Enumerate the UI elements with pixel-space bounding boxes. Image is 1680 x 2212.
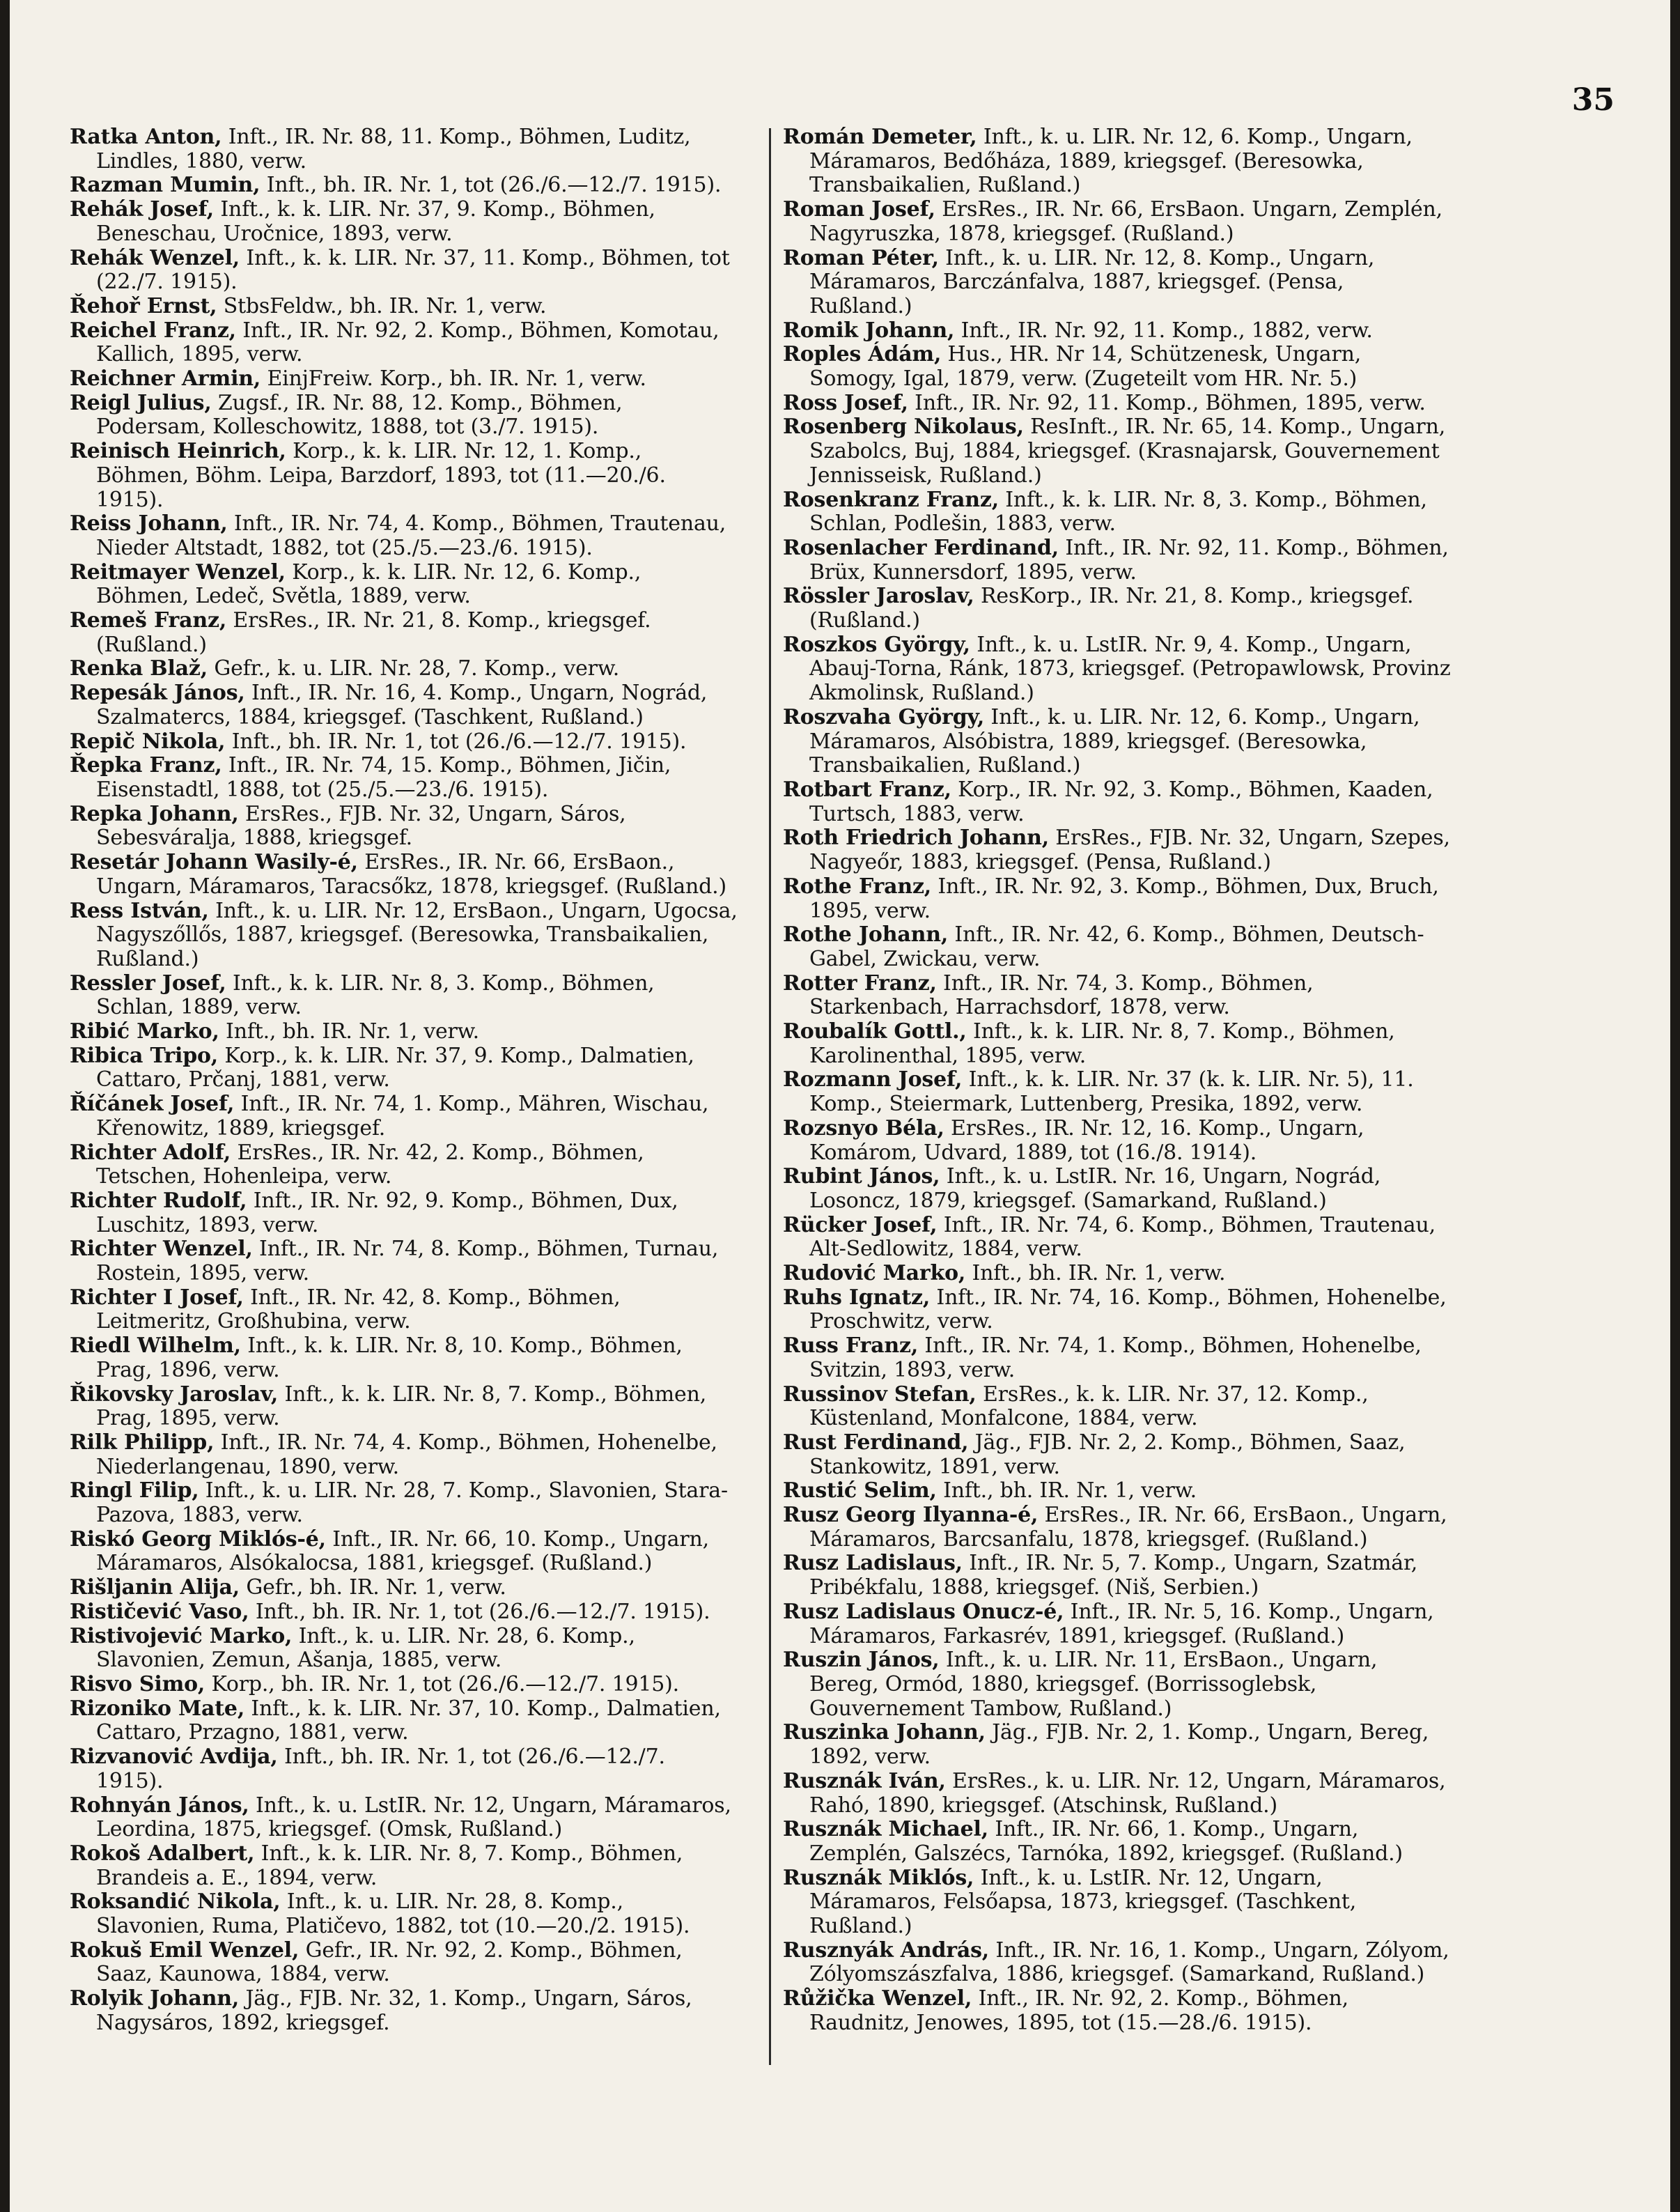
entry-details: Inft., IR. Nr. 16, 1. Komp., Ungarn, Zólyom, Zólyomszászfalva, 1886, kriegsgef. (Samarkand, Rußland.) <box>809 1938 1449 1987</box>
list-item <box>783 778 1452 826</box>
list-item <box>70 1528 738 1576</box>
entry-details: Inft., k. u. LIR. Nr. 12, 6. Komp., Ungarn, Máramaros, Bedőháza, 1889, kriegsgef. (Beresowka, Transbaikalien, Rußland.) <box>809 125 1413 198</box>
entry-name: Rustić Selim, <box>783 1478 937 1503</box>
entry-details: Inft., IR. Nr. 42, 6. Komp., Böhmen, Deutsch-Gabel, Zwickau, verw. <box>809 922 1424 971</box>
entry-name: Russinov Stefan, <box>783 1382 977 1407</box>
list-item <box>70 295 738 319</box>
entry-name: Roman Péter, <box>783 245 939 270</box>
list-item <box>783 1479 1452 1503</box>
entry-details: Inft., IR. Nr. 74, 1. Komp., Böhmen, Hohenelbe, Svitzin, 1893, verw. <box>809 1333 1422 1382</box>
list-item <box>783 875 1452 923</box>
entry-name: Repesák János, <box>70 681 245 706</box>
list-item <box>70 754 738 802</box>
entry-name: Rističević Vaso, <box>70 1599 249 1624</box>
list-item <box>783 343 1452 391</box>
column-divider <box>769 128 771 2065</box>
entry-details: Inft., k. k. LIR. Nr. 8, 10. Komp., Böhmen, Prag, 1896, verw. <box>96 1333 683 1382</box>
entry-name: Rozsnyo Béla, <box>783 1115 944 1140</box>
entry-details: Inft., k. k. LIR. Nr. 8, 7. Komp., Böhmen, Karolinenthal, 1895, verw. <box>809 1019 1395 1068</box>
list-item <box>70 851 738 899</box>
entry-details: ErsRes., FJB. Nr. 32, Ungarn, Sáros, Sebesváralja, 1888, kriegsgef. <box>96 801 626 851</box>
entry-details: ErsRes., IR. Nr. 66, ErsBaon. Ungarn, Zemplén, Nagyruszka, 1878, kriegsgef. (Rußland.) <box>809 197 1443 246</box>
entry-name: Riedl Wilhelm, <box>70 1333 241 1359</box>
entry-name: Richter Rudolf, <box>70 1188 247 1213</box>
entry-details: Korp., k. k. LIR. Nr. 37, 9. Komp., Dalmatien, Cattaro, Prčanj, 1881, verw. <box>96 1043 694 1092</box>
entry-name: Rössler Jaroslav, <box>783 584 974 609</box>
entry-details: Jäg., FJB. Nr. 2, 1. Komp., Ungarn, Bereg, 1892, verw. <box>809 1720 1429 1770</box>
entry-details: Inft., k. u. LstIR. Nr. 16, Ungarn, Nográd, Losoncz, 1879, kriegsgef. (Samarkand, Rußland.) <box>809 1164 1381 1213</box>
page-number: 35 <box>1571 82 1615 118</box>
list-item <box>70 609 738 657</box>
entry-details: Inft., IR. Nr. 88, 11. Komp., Böhmen, Luditz, Lindles, 1880, verw. <box>96 125 691 173</box>
list-item <box>70 561 738 609</box>
entry-details: Inft., bh. IR. Nr. 1, verw. <box>219 1019 479 1044</box>
entry-details: Inft., k. u. LIR. Nr. 28, 8. Komp., Slavonien, Ruma, Platičevo, 1882, tot (10.—20./2. 1915). <box>96 1889 690 1939</box>
entry-details: Inft., IR. Nr. 92, 11. Komp., Böhmen, 1895, verw. <box>908 390 1426 415</box>
entry-details: Inft., IR. Nr. 74, 6. Komp., Böhmen, Trautenau, Alt-Sedlowitz, 1884, verw. <box>809 1212 1436 1262</box>
list-item <box>783 923 1452 971</box>
entry-details: ErsRes., IR. Nr. 12, 16. Komp., Ungarn, Komárom, Udvard, 1889, tot (16./8. 1914). <box>809 1115 1364 1165</box>
entry-details: Inft., IR. Nr. 5, 16. Komp., Ungarn, Máramaros, Farkasrév, 1891, kriegsgef. (Rußland.) <box>809 1599 1434 1648</box>
list-item <box>70 1092 738 1140</box>
entry-details: Inft., IR. Nr. 74, 3. Komp., Böhmen, Starkenbach, Harrachsdorf, 1878, verw. <box>809 970 1314 1020</box>
list-item <box>70 1141 738 1189</box>
entry-details: Inft., IR. Nr. 92, 11. Komp., Böhmen, Brüx, Kunnersdorf, 1895, verw. <box>809 535 1449 585</box>
entry-details: EinjFreiw. Korp., bh. IR. Nr. 1, verw. <box>260 366 646 392</box>
list-item <box>783 1165 1452 1213</box>
entry-details: StbsFeldw., bh. IR. Nr. 1, verw. <box>217 293 547 318</box>
list-item <box>70 440 738 512</box>
entry-name: Roszvaha György, <box>783 704 985 729</box>
entry-details: Gefr., k. u. LIR. Nr. 28, 7. Komp., verw. <box>207 656 620 681</box>
list-item <box>783 633 1452 706</box>
list-item <box>70 1479 738 1527</box>
entry-details: Inft., IR. Nr. 74, 16. Komp., Böhmen, Hohenelbe, Proschwitz, verw. <box>809 1285 1447 1334</box>
right-column <box>783 125 1452 2036</box>
entry-details: ResInft., IR. Nr. 65, 14. Komp., Ungarn, Szabolcs, Buj, 1884, kriegsgef. (Krasnajarsk, Gouvernement Jennisseisk, Rußland.) <box>809 415 1446 488</box>
list-item <box>70 1600 738 1625</box>
entry-name: Rosenkranz Franz, <box>783 487 999 512</box>
entry-name: Ress István, <box>70 898 209 923</box>
entry-details: Inft., IR. Nr. 66, 1. Komp., Ungarn, Zemplén, Galszécs, Tarnóka, 1892, kriegsgef. (Rußland.) <box>809 1817 1403 1866</box>
entry-details: Inft., IR. Nr. 74, 8. Komp., Böhmen, Turnau, Rostein, 1895, verw. <box>96 1237 719 1286</box>
entry-details: Inft., k. k. LIR. Nr. 37 (k. k. LIR. Nr. 5), 11. Komp., Steiermark, Luttenberg, Presika, 1892, verw. <box>809 1067 1414 1117</box>
entry-details: Inft., k. k. LIR. Nr. 37, 9. Komp., Böhmen, Beneschau, Uročnice, 1893, verw. <box>96 197 655 246</box>
entry-name: Repič Nikola, <box>70 729 226 754</box>
entry-name: Rusz Georg Ilyanna-é, <box>783 1503 1039 1528</box>
entry-name: Rusz Ladislaus, <box>783 1551 963 1576</box>
list-item <box>70 1890 738 1938</box>
list-item <box>783 1503 1452 1552</box>
entry-name: Ross Josef, <box>783 390 908 415</box>
list-item <box>783 198 1452 246</box>
entry-details: Inft., IR. Nr. 42, 8. Komp., Böhmen, Leitmeritz, Großhubina, verw. <box>96 1285 621 1334</box>
entry-details: Inft., k. k. LIR. Nr. 8, 7. Komp., Böhmen, Brandeis a. E., 1894, verw. <box>96 1841 683 1890</box>
entry-name: Rusznák Michael, <box>783 1817 988 1842</box>
entry-details: Inft., k. k. LIR. Nr. 8, 3. Komp., Böhmen, Schlan, Podlešin, 1883, verw. <box>809 487 1427 536</box>
entry-name: Remeš Franz, <box>70 608 227 633</box>
list-item <box>783 1431 1452 1479</box>
entry-name: Roth Friedrich Johann, <box>783 826 1049 851</box>
entry-details: Inft., k. k. LIR. Nr. 8, 7. Komp., Böhmen, Prag, 1895, verw. <box>96 1382 707 1431</box>
entry-name: Rosenberg Nikolaus, <box>783 415 1024 440</box>
entry-name: Rotter Franz, <box>783 970 937 996</box>
entry-details: Inft., bh. IR. Nr. 1, tot (26./6.—12./7. 1915). <box>260 173 722 198</box>
entry-details: Inft., k. u. LIR. Nr. 12, 6. Komp., Ungarn, Máramaros, Alsóbistra, 1889, kriegsgef. (Beresowka, Transbaikalien, Rußland.) <box>809 704 1420 778</box>
entry-details: Inft., IR. Nr. 74, 4. Komp., Böhmen, Hohenelbe, Niederlangenau, 1890, verw. <box>96 1430 717 1479</box>
entry-name: Řehoř Ernst, <box>70 293 217 318</box>
entry-details: Inft., k. u. LstIR. Nr. 12, Ungarn, Máramaros, Leordina, 1875, kriegsgef. (Omsk, Rußland.) <box>96 1793 731 1842</box>
entry-details: Gefr., IR. Nr. 92, 2. Komp., Böhmen, Saaz, Kaunowa, 1884, verw. <box>96 1938 683 1987</box>
list-item <box>783 1648 1452 1721</box>
list-item <box>783 1020 1452 1068</box>
entry-details: Inft., IR. Nr. 92, 9. Komp., Böhmen, Dux, Luschitz, 1893, verw. <box>96 1188 678 1237</box>
list-item <box>783 319 1452 343</box>
list-item <box>70 1745 738 1793</box>
list-item <box>70 367 738 392</box>
entry-name: Rücker Josef, <box>783 1212 938 1237</box>
list-item <box>70 1020 738 1044</box>
list-item <box>783 706 1452 778</box>
entry-name: Rilk Philipp, <box>70 1430 215 1455</box>
entry-details: ErsRes., k. k. LIR. Nr. 37, 12. Komp., Küstenland, Monfalcone, 1884, verw. <box>809 1382 1369 1431</box>
entry-details: Inft., IR. Nr. 74, 15. Komp., Böhmen, Jičin, Eisenstadtl, 1888, tot (25./5.—23./6. 1915). <box>96 753 671 802</box>
list-item <box>783 1818 1452 1866</box>
entry-details: Inft., bh. IR. Nr. 1, tot (26./6.—12./7. 1915). <box>225 729 687 754</box>
entry-name: Rehák Josef, <box>70 197 214 222</box>
list-item <box>70 1842 738 1890</box>
entry-name: Roman Josef, <box>783 197 935 222</box>
entry-details: Inft., k. k. LIR. Nr. 37, 10. Komp., Dalmatien, Cattaro, Przagno, 1881, verw. <box>96 1696 721 1745</box>
entry-name: Řikovsky Jaroslav, <box>70 1382 279 1407</box>
list-item <box>783 536 1452 585</box>
entry-name: Rišljanin Alija, <box>70 1575 240 1600</box>
list-item <box>70 1383 738 1431</box>
entry-details: Inft., bh. IR. Nr. 1, verw. <box>965 1261 1226 1286</box>
list-item <box>783 125 1452 198</box>
list-item <box>783 1334 1452 1382</box>
entry-details: Inft., bh. IR. Nr. 1, tot (26./6.—12./7. 1915). <box>96 1745 665 1793</box>
entry-name: Rubint János, <box>783 1164 940 1189</box>
entry-name: Ribica Tripo, <box>70 1043 219 1068</box>
list-item <box>70 730 738 755</box>
list-item <box>70 1697 738 1745</box>
entry-name: Reichel Franz, <box>70 318 236 343</box>
list-item <box>783 1866 1452 1939</box>
entry-details: Korp., k. k. LIR. Nr. 12, 1. Komp., Böhmen, Böhm. Leipa, Barzdorf, 1893, tot (11.—20./6. 1915). <box>96 439 666 512</box>
entry-name: Rehák Wenzel, <box>70 245 240 270</box>
list-item <box>783 247 1452 319</box>
list-item <box>70 972 738 1020</box>
entry-name: Rizoniko Mate, <box>70 1696 245 1721</box>
entry-name: Russ Franz, <box>783 1333 919 1359</box>
entry-name: Roszkos György, <box>783 632 970 657</box>
entry-name: Rusznyák András, <box>783 1938 990 1963</box>
entry-details: Inft., bh. IR. Nr. 1, verw. <box>936 1478 1197 1503</box>
entry-details: Jäg., FJB. Nr. 2, 2. Komp., Böhmen, Saaz, Stankowitz, 1891, verw. <box>809 1430 1406 1479</box>
list-item <box>70 1286 738 1334</box>
list-item <box>70 319 738 367</box>
list-item <box>783 1068 1452 1116</box>
entry-details: Inft., IR. Nr. 92, 3. Komp., Böhmen, Dux, Bruch, 1895, verw. <box>809 874 1439 923</box>
entry-name: Ressler Josef, <box>70 970 226 996</box>
entry-name: Ruszin János, <box>783 1648 940 1673</box>
entry-name: Reigl Julius, <box>70 390 212 415</box>
list-item <box>783 415 1452 488</box>
entry-name: Ringl Filip, <box>70 1478 199 1503</box>
entry-details: Inft., k. u. LIR. Nr. 28, 6. Komp., Slavonien, Zemun, Ašanja, 1885, verw. <box>96 1623 635 1673</box>
list-item <box>783 1214 1452 1262</box>
list-item <box>783 1262 1452 1286</box>
entry-name: Rusznák Miklós, <box>783 1865 974 1890</box>
entry-name: Rothe Franz, <box>783 874 932 899</box>
entry-details: Inft., IR. Nr. 74, 4. Komp., Böhmen, Trautenau, Nieder Altstadt, 1882, tot (25./5.—23./6. 1915). <box>96 511 726 560</box>
entry-details: Korp., IR. Nr. 92, 3. Komp., Böhmen, Kaaden, Turtsch, 1883, verw. <box>809 777 1433 826</box>
entry-details: Inft., k. u. LIR. Nr. 12, 8. Komp., Ungarn, Máramaros, Barczánfalva, 1887, kriegsgef. (Pensa, Rußland.) <box>809 245 1375 318</box>
entry-name: Richter I Josef, <box>70 1285 244 1310</box>
entry-name: Razman Mumin, <box>70 173 260 198</box>
entry-details: Inft., IR. Nr. 5, 7. Komp., Ungarn, Szatmár, Pribékfalu, 1888, kriegsgef. (Niš, Serbien.) <box>809 1551 1418 1600</box>
entry-name: Reichner Armin, <box>70 366 261 392</box>
list-item <box>783 1770 1452 1818</box>
list-item <box>783 488 1452 536</box>
entry-name: Rokuš Emil Wenzel, <box>70 1938 300 1963</box>
document-page <box>10 0 1670 2212</box>
entry-details: ErsRes., k. u. LIR. Nr. 12, Ungarn, Máramaros, Rahó, 1890, kriegsgef. (Atschinsk, Rußland.) <box>809 1768 1446 1818</box>
entry-details: Inft., IR. Nr. 92, 2. Komp., Böhmen, Raudnitz, Jenowes, 1895, tot (15.—28./6. 1915). <box>809 1986 1349 2035</box>
list-item <box>70 512 738 560</box>
entry-details: Inft., k. k. LIR. Nr. 8, 3. Komp., Böhmen, Schlan, 1889, verw. <box>96 970 655 1020</box>
entry-details: Inft., IR. Nr. 92, 11. Komp., 1882, verw. <box>954 318 1373 343</box>
entry-name: Ristivojević Marko, <box>70 1623 293 1648</box>
list-item <box>70 1987 738 2035</box>
list-item <box>70 125 738 173</box>
entry-name: Říčánek Josef, <box>70 1092 235 1117</box>
entry-name: Reinisch Heinrich, <box>70 439 286 464</box>
entry-details: ErsRes., FJB. Nr. 32, Ungarn, Szepes, Nagyeőr, 1883, kriegsgef. (Pensa, Rußland.) <box>809 826 1450 875</box>
entry-name: Ratka Anton, <box>70 125 222 149</box>
entry-name: Růžička Wenzel, <box>783 1986 972 2011</box>
entry-details: Gefr., bh. IR. Nr. 1, verw. <box>239 1575 506 1600</box>
list-item <box>70 1189 738 1237</box>
list-item <box>70 1673 738 1697</box>
entry-name: Rudović Marko, <box>783 1261 966 1286</box>
entry-name: Ribić Marko, <box>70 1019 219 1044</box>
list-item <box>783 1987 1452 2035</box>
list-item <box>70 1625 738 1673</box>
list-item <box>783 1383 1452 1431</box>
entry-name: Rusz Ladislaus Onucz-é, <box>783 1599 1064 1624</box>
list-item <box>70 1939 738 1987</box>
list-item <box>70 1044 738 1092</box>
entry-details: ErsRes., IR. Nr. 21, 8. Komp., kriegsgef. (Rußland.) <box>96 608 651 657</box>
entry-name: Rolyik Johann, <box>70 1986 240 2011</box>
entry-details: ResKorp., IR. Nr. 21, 8. Komp., kriegsgef. (Rußland.) <box>809 584 1414 633</box>
entry-name: Román Demeter, <box>783 125 977 149</box>
entry-name: Roksandić Nikola, <box>70 1889 281 1915</box>
entry-name: Renka Blaž, <box>70 656 208 681</box>
entry-details: Inft., IR. Nr. 74, 1. Komp., Mähren, Wischau, Křenowitz, 1889, kriegsgef. <box>96 1092 709 1140</box>
entry-name: Risvo Simo, <box>70 1672 205 1696</box>
left-column <box>70 125 738 2036</box>
list-item <box>70 657 738 681</box>
list-item <box>783 1939 1452 1987</box>
entry-name: Richter Adolf, <box>70 1140 231 1165</box>
entry-name: Rotbart Franz, <box>783 777 951 802</box>
entry-details: Inft., k. u. LstIR. Nr. 12, Ungarn, Máramaros, Felsőapsa, 1873, kriegsgef. (Taschkent, Rußland.) <box>809 1865 1357 1939</box>
list-item <box>70 1237 738 1285</box>
list-item <box>783 392 1452 416</box>
entry-details: Inft., k. u. LIR. Nr. 12, ErsBaon., Ungarn, Ugocsa, Nagyszőllős, 1887, kriegsgef. (Beresowka, Transbaikalien, Rußland.) <box>96 898 738 971</box>
entry-details: ErsRes., IR. Nr. 42, 2. Komp., Böhmen, Tetschen, Hohenleipa, verw. <box>96 1140 644 1189</box>
list-item <box>70 899 738 972</box>
entry-name: Romik Johann, <box>783 318 955 343</box>
list-item <box>70 681 738 729</box>
list-item <box>70 803 738 851</box>
entry-details: Korp., bh. IR. Nr. 1, tot (26./6.—12./7. 1915). <box>205 1672 679 1696</box>
entry-details: ErsRes., IR. Nr. 66, ErsBaon., Ungarn, Máramaros, Barcsanfalu, 1878, kriegsgef. (Rußland.) <box>809 1503 1447 1552</box>
entry-name: Rothe Johann, <box>783 922 949 948</box>
list-item <box>70 1431 738 1479</box>
entry-name: Reiss Johann, <box>70 511 228 536</box>
list-item <box>70 247 738 295</box>
entry-details: Inft., k. u. LIR. Nr. 28, 7. Komp., Slavonien, Stara-Pazova, 1883, verw. <box>96 1478 728 1528</box>
entry-name: Reitmayer Wenzel, <box>70 559 286 585</box>
entry-name: Rust Ferdinand, <box>783 1430 969 1455</box>
entry-details: Inft., k. u. LstIR. Nr. 9, 4. Komp., Ungarn, Abauj-Torna, Ránk, 1873, kriegsgef. (Petropawlowsk, Provinz Akmolinsk, Rußland.) <box>809 632 1451 706</box>
entry-name: Ruszinka Johann, <box>783 1720 986 1745</box>
list-item <box>783 1721 1452 1769</box>
entry-name: Riskó Georg Miklós-é, <box>70 1526 326 1552</box>
list-item <box>783 972 1452 1020</box>
entry-details: Inft., IR. Nr. 16, 4. Komp., Ungarn, Nográd, Szalmatercs, 1884, kriegsgef. (Taschkent, Rußland.) <box>96 681 708 729</box>
entry-details: Hus., HR. Nr 14, Schützenesk, Ungarn, Somogy, Igal, 1879, verw. (Zugeteilt vom HR. Nr. 5.) <box>809 342 1362 392</box>
list-item <box>783 585 1452 633</box>
entry-name: Rozmann Josef, <box>783 1067 963 1092</box>
entry-details: Inft., bh. IR. Nr. 1, tot (26./6.—12./7. 1915). <box>249 1599 710 1624</box>
list-item <box>70 173 738 198</box>
entry-details: Inft., IR. Nr. 92, 2. Komp., Böhmen, Komotau, Kallich, 1895, verw. <box>96 318 720 367</box>
list-item <box>70 392 738 440</box>
entry-details: Jäg., FJB. Nr. 32, 1. Komp., Ungarn, Sáros, Nagysáros, 1892, kriegsgef. <box>96 1986 692 2035</box>
entry-name: Rizvanović Avdija, <box>70 1745 278 1770</box>
list-item <box>783 1117 1452 1165</box>
list-item <box>70 198 738 246</box>
list-item <box>70 1794 738 1842</box>
entry-name: Rokoš Adalbert, <box>70 1841 255 1866</box>
entry-name: Richter Wenzel, <box>70 1237 253 1262</box>
entry-details: Inft., k. u. LIR. Nr. 11, ErsBaon., Ungarn, Bereg, Ormód, 1880, kriegsgef. (Borrissoglebsk, Gouvernement Tambow, Rußland.) <box>809 1648 1378 1721</box>
list-item <box>70 1576 738 1600</box>
entry-details: ErsRes., IR. Nr. 66, ErsBaon., Ungarn, Máramaros, Taracsőkz, 1878, kriegsgef. (Rußland.) <box>96 850 727 899</box>
entry-details: Korp., k. k. LIR. Nr. 12, 6. Komp., Böhmen, Ledeč, Světla, 1889, verw. <box>96 559 641 609</box>
entry-name: Roubalík Gottl., <box>783 1019 967 1044</box>
entry-details: Zugsf., IR. Nr. 88, 12. Komp., Böhmen, Podersam, Kolleschowitz, 1888, tot (3./7. 1915). <box>96 390 623 440</box>
entry-name: Resetár Johann Wasily-é, <box>70 850 358 875</box>
entry-name: Rosenlacher Ferdinand, <box>783 535 1059 560</box>
list-item <box>783 1286 1452 1334</box>
list-item <box>783 1552 1452 1600</box>
list-item <box>783 1600 1452 1648</box>
entry-name: Roples Ádám, <box>783 342 942 367</box>
entry-name: Ruhs Ignatz, <box>783 1285 931 1310</box>
entry-name: Řepka Franz, <box>70 753 222 778</box>
list-item <box>70 1334 738 1382</box>
entry-details: Inft., IR. Nr. 66, 10. Komp., Ungarn, Máramaros, Alsókalocsa, 1881, kriegsgef. (Rußland.) <box>96 1526 709 1576</box>
entry-name: Rohnyán János, <box>70 1793 249 1818</box>
entry-details: Inft., k. k. LIR. Nr. 37, 11. Komp., Böhmen, tot (22./7. 1915). <box>96 245 730 295</box>
list-item <box>783 826 1452 874</box>
entry-name: Repka Johann, <box>70 801 239 826</box>
entry-name: Rusznák Iván, <box>783 1768 946 1793</box>
